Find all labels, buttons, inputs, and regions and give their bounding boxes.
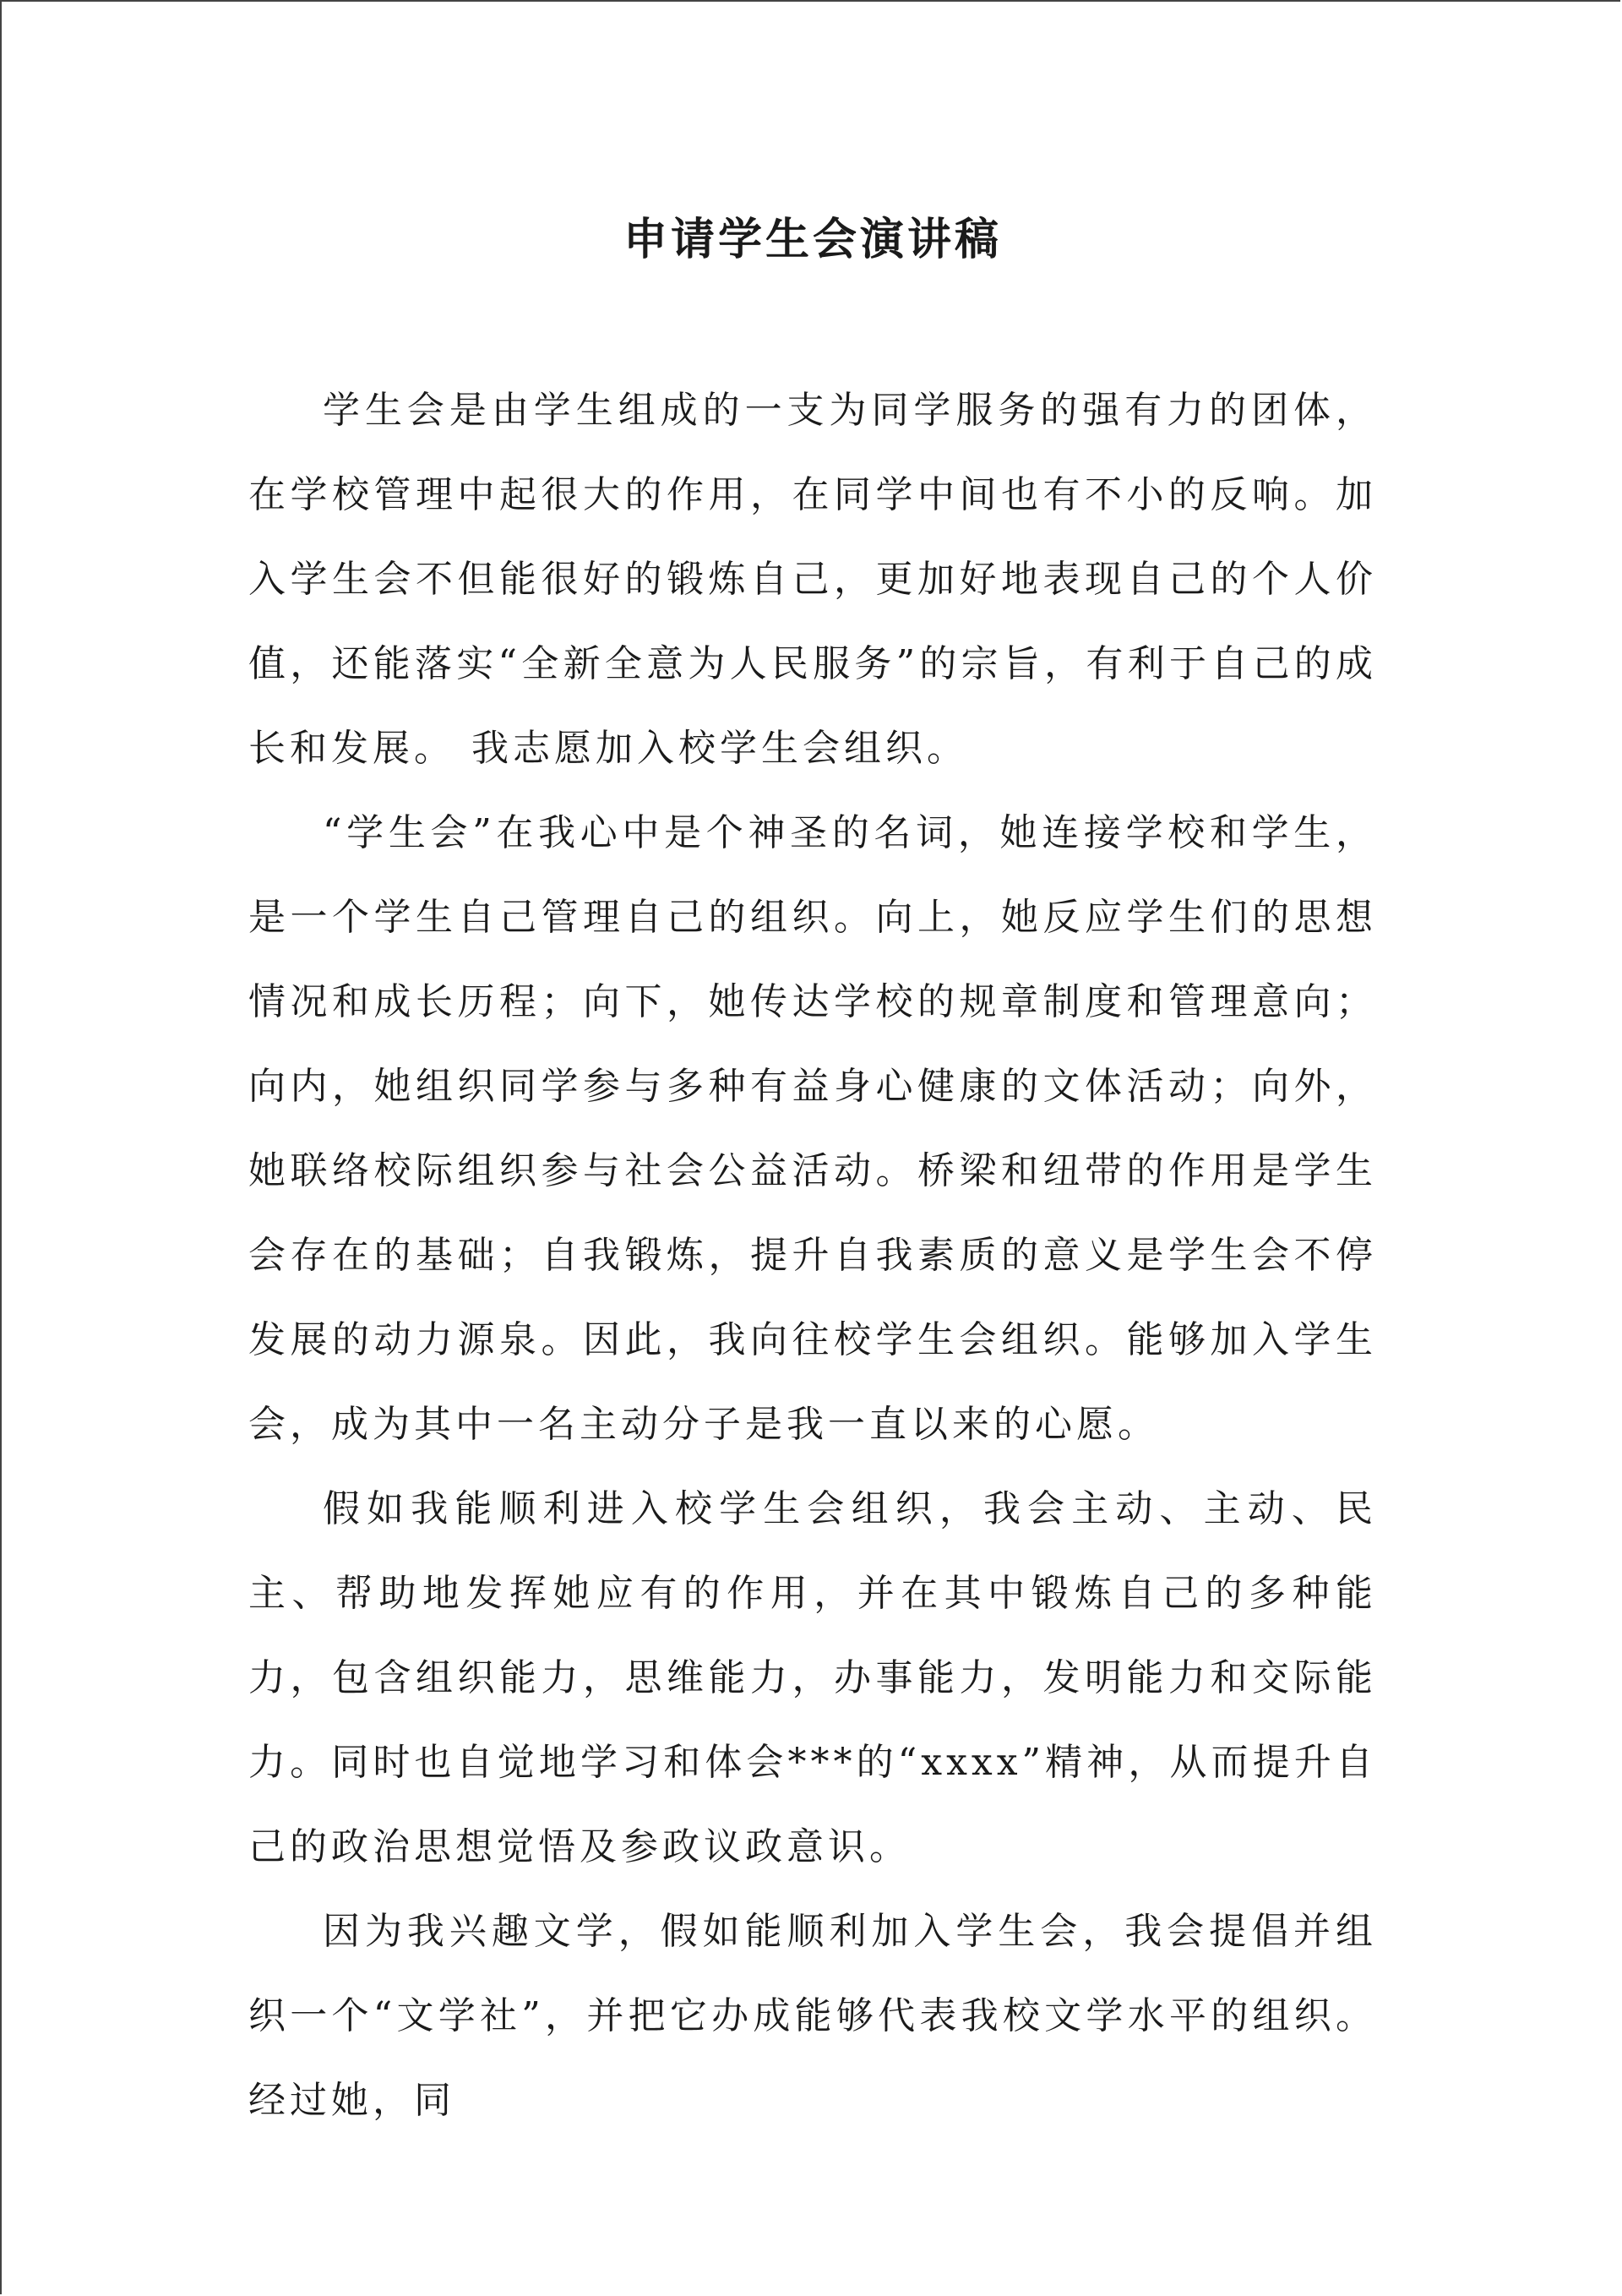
paragraph: 学生会是由学生组成的一支为同学服务的强有力的团体，在学校管理中起很大的作用，在同学中间也有不小的反响。加入学生会不但能很好的锻炼自己，更加好地表现自己的个人价值，还能落实“全新全意为人民服务”的宗旨，有利于自己的成长和发展。 我志愿加入校学生会组织。 [248,389,1377,770]
paragraph: 因为我兴趣文学，假如能顺利加入学生会，我会提倡并组织一个“文学社”，并把它办成能够代表我校文学水平的组织。经过她，同 [248,1910,1377,2122]
paragraph: “学生会”在我心中是个神圣的名词，她连接学校和学生，是一个学生自己管理自己的组织。向上，她反应学生们的思想情况和成长历程；向下，她传达学校的规章制度和管理意向；向内，她组织同学参与多种有益身心健康的文体活动；向外，她联络校际组织参与社会公益活动。桥梁和纽带的作用是学生会存在的基础；自我锻炼，提升自我素质的意义是学生会不停发展的动力源泉。因此，我向往校学生会组织。能够加入学生会，成为其中一名主动分子是我一直以来的心愿。 [248,811,1377,1446]
document-title: 申请学生会演讲稿 [623,214,1002,265]
paragraph: 假如我能顺利进入校学生会组织，我会主动、主动、民主、帮助地发挥她应有的作用，并在其中锻炼自己的多种能力，包含组织能力，思维能力，办事能力，发明能力和交际能力。同时也自觉地学习和体会***的“xxxx”精神，从而提升自己的政治思想觉悟及参政议政意识。 [248,1487,1377,1868]
document-body [248,368,1377,2143]
